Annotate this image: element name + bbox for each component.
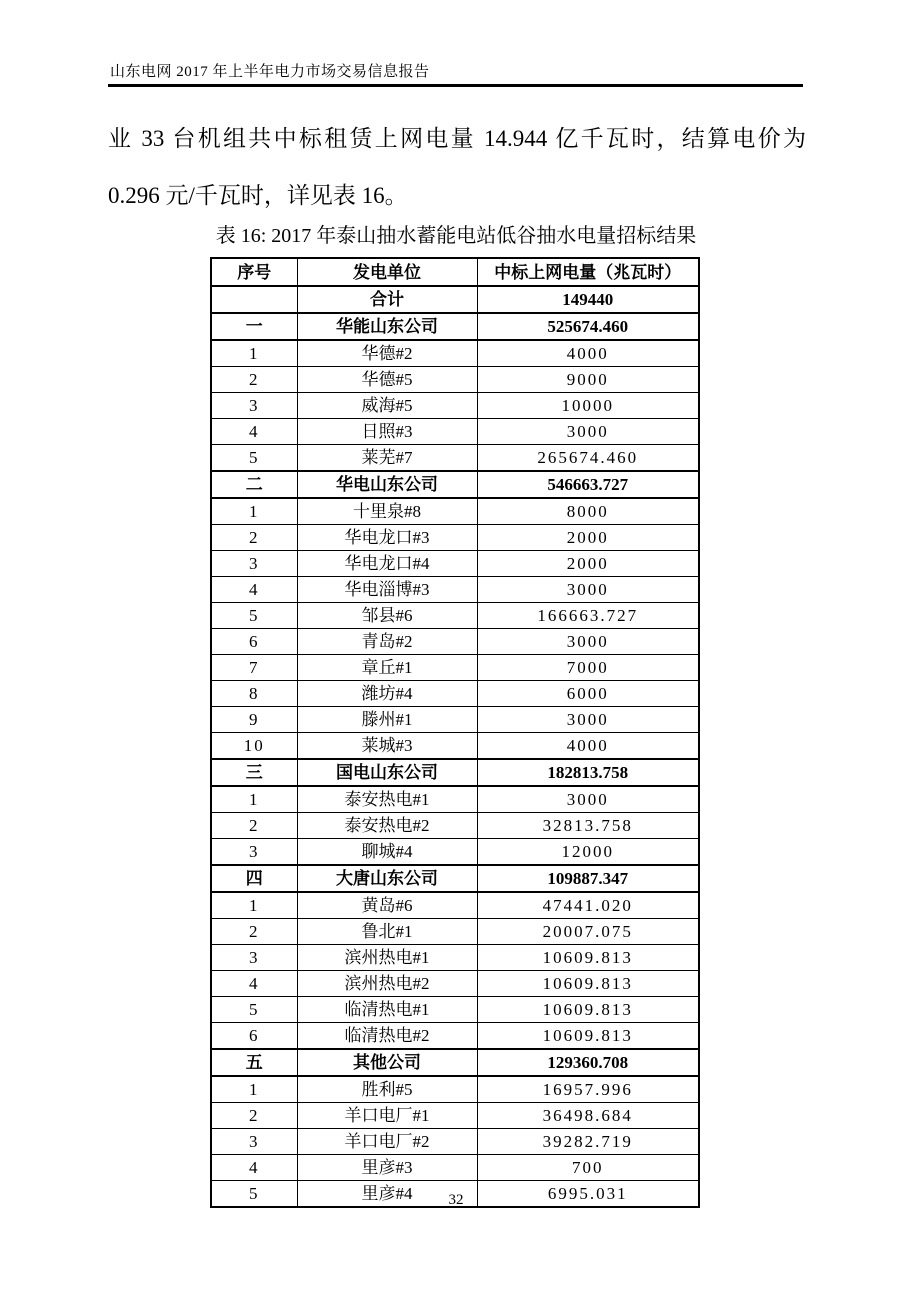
cell-unit: 华能山东公司 xyxy=(297,313,477,340)
table-row xyxy=(211,313,699,340)
cell-val: 10609.813 xyxy=(477,997,699,1023)
cell-num: 5 xyxy=(211,1181,297,1208)
cell-unit: 临清热电#2 xyxy=(297,1023,477,1050)
cell-unit: 滨州热电#2 xyxy=(297,971,477,997)
cell-unit: 滨州热电#1 xyxy=(297,945,477,971)
cell-unit: 章丘#1 xyxy=(297,655,477,681)
cell-num: 4 xyxy=(211,1155,297,1181)
table-row xyxy=(211,367,699,393)
cell-num: 2 xyxy=(211,1103,297,1129)
cell-num: 1 xyxy=(211,892,297,919)
table-row xyxy=(211,525,699,551)
cell-num: 3 xyxy=(211,393,297,419)
column-header: 中标上网电量（兆瓦时） xyxy=(477,258,699,286)
table-row xyxy=(211,471,699,498)
cell-val: 10609.813 xyxy=(477,971,699,997)
cell-unit: 泰安热电#2 xyxy=(297,813,477,839)
table-row xyxy=(211,945,699,971)
cell-unit: 里彦#4 xyxy=(297,1181,477,1208)
cell-val: 3000 xyxy=(477,577,699,603)
header-rule xyxy=(108,84,803,87)
table-row xyxy=(211,997,699,1023)
cell-val: 10609.813 xyxy=(477,1023,699,1050)
table-row xyxy=(211,839,699,866)
table-row xyxy=(211,1129,699,1155)
cell-num: 4 xyxy=(211,577,297,603)
cell-val: 10609.813 xyxy=(477,945,699,971)
cell-unit: 羊口电厂#1 xyxy=(297,1103,477,1129)
cell-unit: 合计 xyxy=(297,286,477,313)
cell-num: 1 xyxy=(211,340,297,367)
cell-val: 10000 xyxy=(477,393,699,419)
cell-num: 6 xyxy=(211,629,297,655)
cell-num: 4 xyxy=(211,971,297,997)
cell-num: 二 xyxy=(211,471,297,498)
cell-num: 四 xyxy=(211,865,297,892)
cell-val: 109887.347 xyxy=(477,865,699,892)
cell-num: 5 xyxy=(211,445,297,472)
cell-num: 三 xyxy=(211,759,297,786)
cell-val: 3000 xyxy=(477,707,699,733)
cell-num: 9 xyxy=(211,707,297,733)
cell-unit: 威海#5 xyxy=(297,393,477,419)
table-row xyxy=(211,577,699,603)
table-row xyxy=(211,629,699,655)
cell-num: 2 xyxy=(211,525,297,551)
cell-unit: 华电山东公司 xyxy=(297,471,477,498)
cell-num: 1 xyxy=(211,498,297,525)
cell-num: 五 xyxy=(211,1049,297,1076)
cell-unit: 华电龙口#4 xyxy=(297,551,477,577)
cell-unit: 里彦#3 xyxy=(297,1155,477,1181)
cell-val: 6000 xyxy=(477,681,699,707)
cell-unit: 临清热电#1 xyxy=(297,997,477,1023)
cell-num: 6 xyxy=(211,1023,297,1050)
cell-unit: 日照#3 xyxy=(297,419,477,445)
table-row xyxy=(211,1155,699,1181)
cell-val: 166663.727 xyxy=(477,603,699,629)
table-row xyxy=(211,286,699,313)
cell-unit: 十里泉#8 xyxy=(297,498,477,525)
table-row xyxy=(211,1103,699,1129)
table-row xyxy=(211,813,699,839)
cell-unit: 其他公司 xyxy=(297,1049,477,1076)
cell-val: 546663.727 xyxy=(477,471,699,498)
cell-num xyxy=(211,286,297,313)
cell-val: 32813.758 xyxy=(477,813,699,839)
table-row xyxy=(211,1076,699,1103)
table-row xyxy=(211,393,699,419)
cell-unit: 鲁北#1 xyxy=(297,919,477,945)
table-row xyxy=(211,419,699,445)
cell-unit: 滕州#1 xyxy=(297,707,477,733)
cell-num: 8 xyxy=(211,681,297,707)
body-paragraph-line-1: 业 33 台机组共中标租赁上网电量 14.944 亿千瓦时，结算电价为 xyxy=(108,126,806,151)
cell-unit: 羊口电厂#2 xyxy=(297,1129,477,1155)
table-row xyxy=(211,681,699,707)
table-row xyxy=(211,551,699,577)
cell-val: 36498.684 xyxy=(477,1103,699,1129)
table-row xyxy=(211,919,699,945)
cell-val: 20007.075 xyxy=(477,919,699,945)
cell-val: 182813.758 xyxy=(477,759,699,786)
cell-num: 2 xyxy=(211,367,297,393)
table-row xyxy=(211,445,699,472)
cell-val: 525674.460 xyxy=(477,313,699,340)
body-paragraph-line-2: 0.296 元/千瓦时，详见表 16。 xyxy=(108,183,408,208)
cell-val: 3000 xyxy=(477,786,699,813)
cell-unit: 胜利#5 xyxy=(297,1076,477,1103)
cell-num: 1 xyxy=(211,1076,297,1103)
cell-unit: 莱城#3 xyxy=(297,733,477,760)
cell-val: 3000 xyxy=(477,629,699,655)
cell-val: 149440 xyxy=(477,286,699,313)
cell-unit: 大唐山东公司 xyxy=(297,865,477,892)
table-row xyxy=(211,498,699,525)
cell-val: 8000 xyxy=(477,498,699,525)
cell-val: 9000 xyxy=(477,367,699,393)
cell-unit: 华电淄博#3 xyxy=(297,577,477,603)
cell-val: 4000 xyxy=(477,733,699,760)
cell-num: 3 xyxy=(211,1129,297,1155)
cell-num: 4 xyxy=(211,419,297,445)
running-header: 山东电网 2017 年上半年电力市场交易信息报告 xyxy=(110,64,430,80)
cell-num: 7 xyxy=(211,655,297,681)
table-row xyxy=(211,733,699,760)
cell-val: 6995.031 xyxy=(477,1181,699,1208)
table-row xyxy=(211,1023,699,1050)
table-row xyxy=(211,655,699,681)
cell-val: 12000 xyxy=(477,839,699,866)
cell-val: 265674.460 xyxy=(477,445,699,472)
cell-unit: 邹县#6 xyxy=(297,603,477,629)
table-row xyxy=(211,786,699,813)
table-header-row xyxy=(211,258,699,286)
cell-val: 2000 xyxy=(477,525,699,551)
table-body xyxy=(211,286,699,1207)
cell-num: 5 xyxy=(211,603,297,629)
cell-num: 2 xyxy=(211,813,297,839)
cell-unit: 莱芜#7 xyxy=(297,445,477,472)
cell-unit: 潍坊#4 xyxy=(297,681,477,707)
cell-unit: 聊城#4 xyxy=(297,839,477,866)
cell-val: 3000 xyxy=(477,419,699,445)
cell-val: 129360.708 xyxy=(477,1049,699,1076)
cell-num: 10 xyxy=(211,733,297,760)
table-row xyxy=(211,865,699,892)
cell-val: 4000 xyxy=(477,340,699,367)
bid-results-table xyxy=(210,257,700,1208)
table-row xyxy=(211,759,699,786)
cell-unit: 华电龙口#3 xyxy=(297,525,477,551)
cell-num: 3 xyxy=(211,945,297,971)
cell-unit: 华德#5 xyxy=(297,367,477,393)
cell-num: 3 xyxy=(211,551,297,577)
cell-unit: 青岛#2 xyxy=(297,629,477,655)
table-row xyxy=(211,340,699,367)
table-row xyxy=(211,892,699,919)
cell-val: 2000 xyxy=(477,551,699,577)
table-row xyxy=(211,603,699,629)
table-row xyxy=(211,1049,699,1076)
cell-num: 3 xyxy=(211,839,297,866)
cell-val: 700 xyxy=(477,1155,699,1181)
cell-val: 39282.719 xyxy=(477,1129,699,1155)
cell-unit: 华德#2 xyxy=(297,340,477,367)
cell-num: 一 xyxy=(211,313,297,340)
cell-num: 2 xyxy=(211,919,297,945)
column-header: 序号 xyxy=(211,258,297,286)
cell-val: 16957.996 xyxy=(477,1076,699,1103)
cell-val: 7000 xyxy=(477,655,699,681)
cell-num: 5 xyxy=(211,997,297,1023)
cell-val: 47441.020 xyxy=(477,892,699,919)
cell-unit: 黄岛#6 xyxy=(297,892,477,919)
cell-unit: 国电山东公司 xyxy=(297,759,477,786)
table-row xyxy=(211,971,699,997)
cell-num: 1 xyxy=(211,786,297,813)
table-row xyxy=(211,707,699,733)
table-caption: 表 16: 2017 年泰山抽水蓄能电站低谷抽水电量招标结果 xyxy=(215,225,697,247)
column-header: 发电单位 xyxy=(297,258,477,286)
page-number: 32 xyxy=(448,1192,464,1208)
cell-unit: 泰安热电#1 xyxy=(297,786,477,813)
